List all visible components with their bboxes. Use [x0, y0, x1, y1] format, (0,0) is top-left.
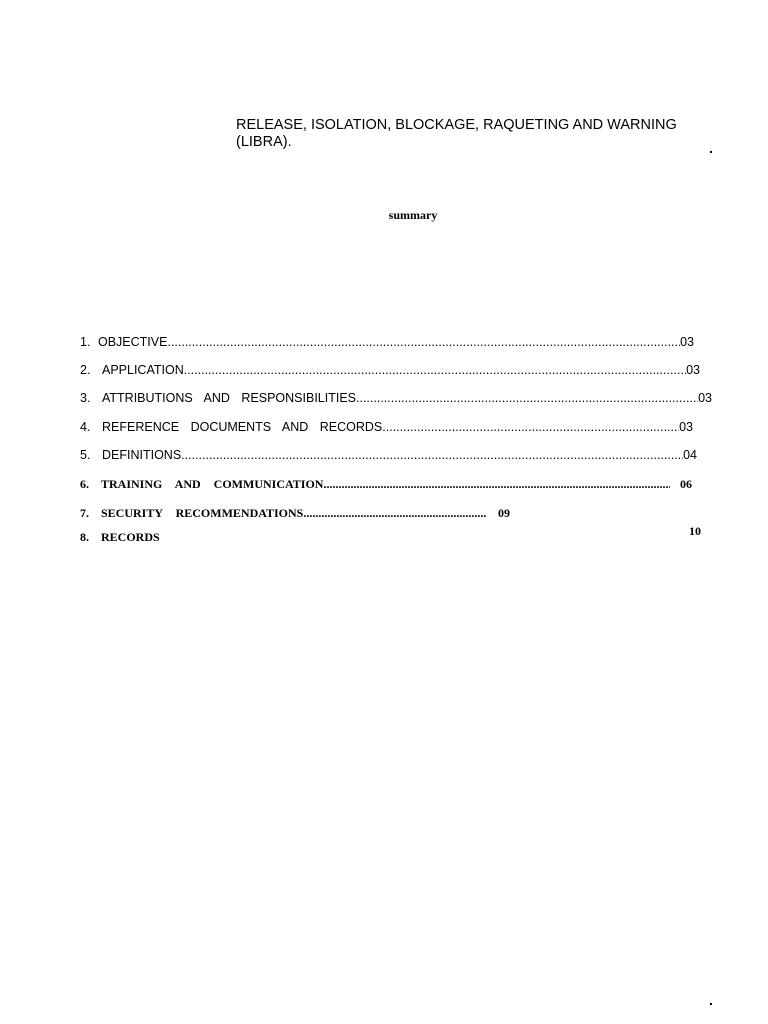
toc-entry-label: DEFINITIONS	[102, 448, 182, 462]
toc-dot-leader	[382, 420, 679, 434]
toc-entry-security	[80, 506, 510, 521]
document-title-line-1: RELEASE, ISOLATION, BLOCKAGE, RAQUETING AND WARNING	[236, 117, 677, 133]
toc-entry-page: 03	[680, 335, 694, 349]
toc-entry-page: 03	[679, 420, 693, 434]
summary-heading: summary	[388, 208, 438, 222]
toc-entry-label: REFERENCE DOCUMENTS AND RECORDS	[102, 420, 383, 434]
toc-entry-page: 06	[680, 477, 692, 491]
toc-entry-application	[80, 363, 700, 377]
toc-entry-training	[80, 477, 692, 492]
toc-dot-leader	[303, 506, 487, 521]
toc-entry-number: 1.	[80, 335, 91, 349]
toc-dot-leader	[181, 448, 683, 462]
toc-entry-page: 03	[686, 363, 700, 377]
toc-entry-records	[80, 530, 180, 545]
bottom-dot-mark: .	[709, 992, 713, 1008]
toc-dot-leader	[323, 477, 670, 492]
toc-entry-label: ATTRIBUTIONS AND RESPONSIBILITIES	[102, 391, 357, 405]
toc-entry-number: 5.	[80, 448, 91, 462]
toc-entry-label: OBJECTIVE	[98, 335, 168, 349]
toc-entry-records-page: 10	[689, 524, 701, 538]
toc-dot-leader	[184, 363, 686, 377]
toc-entry-number: 4.	[80, 420, 91, 434]
toc-entry-number: 2.	[80, 363, 91, 377]
document-title	[236, 117, 676, 151]
toc-dot-leader	[356, 391, 698, 405]
toc-entry-label: RECORDS	[101, 530, 160, 544]
toc-entry-label: SECURITY RECOMMENDATIONS	[101, 506, 304, 520]
toc-entry-label: TRAINING AND COMMUNICATION	[101, 477, 324, 491]
toc-entry-page: 09	[498, 506, 510, 520]
toc-entry-number: 7.	[80, 506, 89, 520]
toc-entry-attributions	[80, 391, 712, 405]
toc-entry-objective	[80, 335, 694, 349]
top-dot-mark: .	[709, 140, 713, 156]
toc-entry-label: APPLICATION	[102, 363, 184, 377]
document-title-line-2: (LIBRA).	[236, 134, 292, 150]
toc-entry-number: 8.	[80, 530, 89, 544]
toc-entry-page: 04	[683, 448, 697, 462]
toc-dot-leader	[167, 335, 680, 349]
toc-entry-number: 3.	[80, 391, 91, 405]
toc-entry-number: 6.	[80, 477, 89, 491]
toc-entry-definitions	[80, 448, 697, 462]
toc-entry-page: 03	[698, 391, 712, 405]
toc-entry-reference-documents	[80, 420, 693, 434]
